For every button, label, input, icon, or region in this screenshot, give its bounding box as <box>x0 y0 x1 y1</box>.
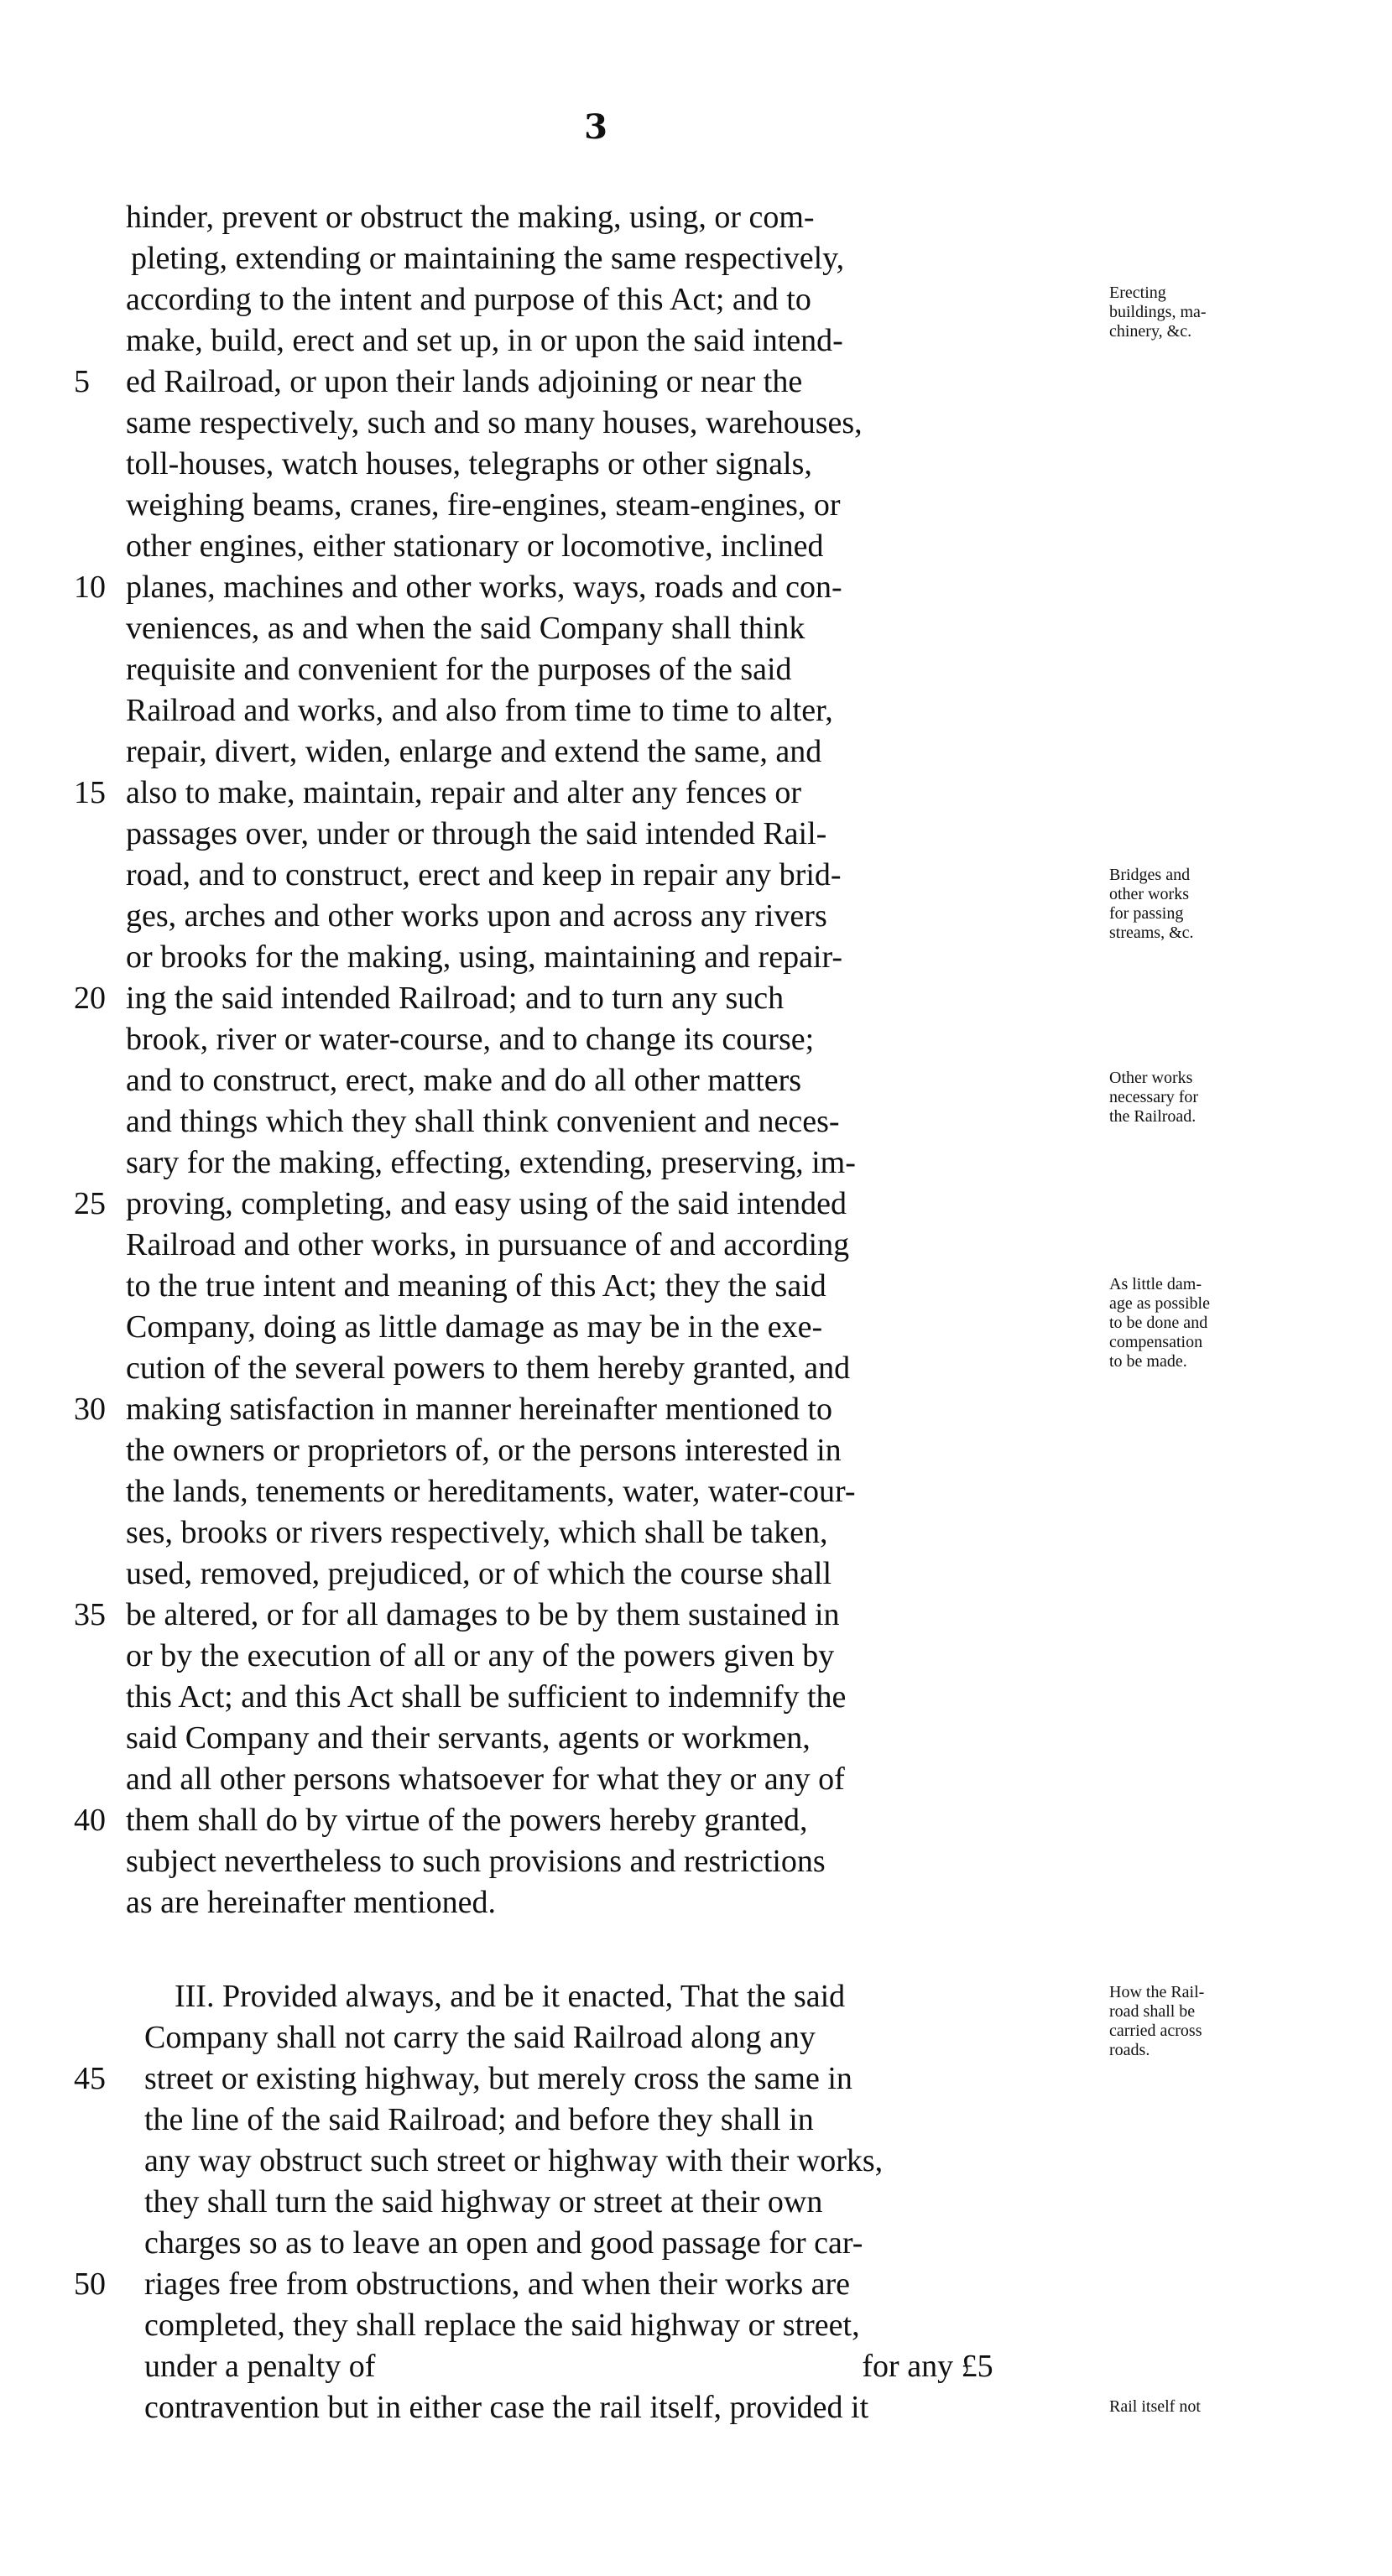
text-line: as are hereinafter mentioned. <box>126 1885 496 1920</box>
text-line: requisite and convenient for the purposes of the said <box>126 652 792 687</box>
text-line: subject nevertheless to such provisions and restrictions <box>126 1844 826 1879</box>
text-line: and things which they shall think convenient and neces- <box>126 1104 840 1139</box>
text-line: be altered, or for all damages to be by them sustained in <box>126 1597 840 1632</box>
text-line: ed Railroad, or upon their lands adjoining or near the <box>126 364 803 399</box>
text-line: other engines, either stationary or locomotive, inclined <box>126 528 824 564</box>
text-line: toll-houses, watch houses, telegraphs or other signals, <box>126 446 812 481</box>
text-line: planes, machines and other works, ways, roads and con- <box>126 570 842 605</box>
text-line: the owners or proprietors of, or the persons interested in <box>126 1433 842 1468</box>
text-line: they shall turn the said highway or street at their own <box>144 2184 823 2220</box>
text-line: used, removed, prejudiced, or of which the course shall <box>126 1556 832 1591</box>
text-line: this Act; and this Act shall be sufficient to indemnify the <box>126 1679 847 1715</box>
text-line: also to make, maintain, repair and alter any fences or <box>126 775 802 810</box>
text-line: or by the execution of all or any of the powers given by <box>126 1638 835 1673</box>
line-number: 35 <box>74 1597 106 1632</box>
text-line: the lands, tenements or hereditaments, water, water-cour- <box>126 1474 856 1509</box>
text-line: Railroad and works, and also from time to time to alter, <box>126 693 833 728</box>
text-line: make, build, erect and set up, in or upon the said intend- <box>126 323 843 358</box>
line-number: 10 <box>74 570 106 605</box>
section-heading-line: III. Provided always, and be it enacted, That the said <box>175 1979 846 2014</box>
line-number: 25 <box>74 1186 106 1221</box>
text-line: the line of the said Railroad; and before they shall in <box>144 2102 814 2137</box>
text-line: completed, they shall replace the said highway or street, <box>144 2308 860 2343</box>
text-line: said Company and their servants, agents or workmen, <box>126 1720 811 1756</box>
text-line: riages free from obstructions, and when their works are <box>144 2266 850 2302</box>
text-line: according to the intent and purpose of this Act; and to <box>126 282 811 317</box>
line-number: 30 <box>74 1392 106 1427</box>
text-line: Railroad and other works, in pursuance of and according <box>126 1227 850 1262</box>
text-line: ing the said intended Railroad; and to turn any such <box>126 981 785 1016</box>
text-line: ges, arches and other works upon and across any rivers <box>126 898 827 934</box>
text-line: passages over, under or through the said intended Rail- <box>126 816 827 851</box>
text-line: them shall do by virtue of the powers hereby granted, <box>126 1803 808 1838</box>
text-line: pleting, extending or maintaining the same respectively, <box>131 241 845 276</box>
line-number: 20 <box>74 981 106 1016</box>
margin-note-other-works: Other works necessary for the Railroad. <box>1109 1069 1199 1126</box>
text-line: repair, divert, widen, enlarge and extend the same, and <box>126 734 822 769</box>
line-number: 5 <box>74 364 90 399</box>
text-line: hinder, prevent or obstruct the making, using, or com- <box>126 200 815 235</box>
margin-note-erecting-buildings: Erecting buildings, ma- chinery, &c. <box>1109 284 1207 341</box>
text-line: to the true intent and meaning of this Act; they the said <box>126 1268 826 1304</box>
text-line: sary for the making, effecting, extending, preserving, im- <box>126 1145 856 1180</box>
text-line: charges so as to leave an open and good passage for car- <box>144 2225 863 2261</box>
margin-note-rail-itself: Rail itself not <box>1109 2397 1201 2416</box>
penalty-line: under a penalty of for any £5 <box>144 2349 993 2384</box>
text-line: and all other persons whatsoever for what they or any of <box>126 1762 845 1797</box>
text-line: Company, doing as little damage as may be in the exe- <box>126 1309 823 1345</box>
text-line: brook, river or water-course, and to change its course; <box>126 1022 815 1057</box>
text-line: road, and to construct, erect and keep in repair any brid- <box>126 857 842 892</box>
margin-note-railroad-across-roads: How the Rail- road shall be carried across roads. <box>1109 1983 1205 2059</box>
line-number: 50 <box>74 2266 106 2302</box>
line-number: 40 <box>74 1803 106 1838</box>
text-line: making satisfaction in manner hereinafter mentioned to <box>126 1392 833 1427</box>
text-line: and to construct, erect, make and do all other matters <box>126 1063 802 1098</box>
text-line: Company shall not carry the said Railroad along any <box>144 2020 816 2055</box>
text-line: weighing beams, cranes, fire-engines, steam-engines, or <box>126 487 841 523</box>
margin-note-little-damage: As little dam- age as possible to be done and compensation to be made. <box>1109 1275 1210 1371</box>
line-number: 45 <box>74 2061 106 2096</box>
text-line: same respectively, such and so many houses, warehouses, <box>126 405 863 440</box>
text-line: veniences, as and when the said Company shall think <box>126 611 805 646</box>
text-line: or brooks for the making, using, maintaining and repair- <box>126 939 843 975</box>
text-line: proving, completing, and easy using of the said intended <box>126 1186 847 1221</box>
line-number: 15 <box>74 775 106 810</box>
margin-note-bridges: Bridges and other works for passing streams, &c. <box>1109 866 1194 942</box>
text-line: any way obstruct such street or highway with their works, <box>144 2143 884 2178</box>
text-line: contravention but in either case the rail itself, provided it <box>144 2390 869 2425</box>
text-line: cution of the several powers to them hereby granted, and <box>126 1350 851 1386</box>
text-line: ses, brooks or rivers respectively, which shall be taken, <box>126 1515 828 1550</box>
text-line: street or existing highway, but merely cross the same in <box>144 2061 852 2096</box>
page-number: 3 <box>584 107 607 147</box>
